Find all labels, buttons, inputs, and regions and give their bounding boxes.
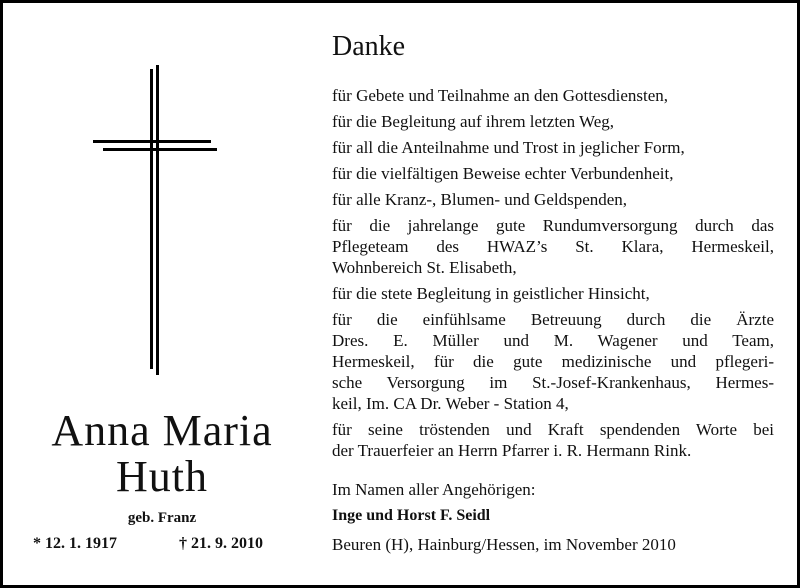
thanks-list	[332, 85, 774, 461]
deceased-name-block	[17, 408, 307, 527]
cross-icon	[91, 65, 221, 375]
thanks-line: für die vielfältigen Beweise echter Verbundenheit,	[332, 164, 674, 183]
thanks-item	[332, 283, 774, 304]
thanks-line: für die stete Begleitung in geistlicher Hinsicht,	[332, 284, 650, 303]
thanks-line: Dres. E. Müller und M. Wagener und Team,	[332, 331, 774, 350]
thanks-line: für seine tröstenden und Kraft spendenden Worte bei	[332, 420, 774, 439]
heading: Danke	[332, 31, 406, 62]
thanks-item	[332, 111, 774, 132]
thanks-item	[332, 189, 774, 210]
thanks-line: der Trauerfeier an Herrn Pfarrer i. R. Hermann Rink.	[332, 441, 692, 460]
thanks-item	[332, 419, 774, 461]
thanks-line: sche Versorgung im St.-Josef-Krankenhaus, Hermes-	[332, 373, 774, 392]
thanks-item	[332, 163, 774, 184]
thanks-line: für alle Kranz-, Blumen- und Geldspenden,	[332, 190, 628, 209]
family-intro: Im Namen aller Angehörigen:	[332, 480, 536, 499]
thanks-line: Hermeskeil, für die gute medizinische und pflegeri-	[332, 352, 774, 371]
signers: Inge und Horst F. Seidl	[332, 507, 491, 524]
thanks-text	[332, 85, 774, 531]
thanks-item	[332, 215, 774, 278]
thanks-line: Pflegeteam des HWAZ’s St. Klara, Hermeskeil,	[332, 237, 774, 256]
thanks-item	[332, 137, 774, 158]
thanks-line: keil, Im. CA Dr. Weber - Station 4,	[332, 394, 569, 413]
place-date: Beuren (H), Hainburg/Hessen, im November 2010	[332, 535, 676, 554]
thanks-item	[332, 85, 774, 106]
thanks-line: Wohnbereich St. Elisabeth,	[332, 258, 517, 277]
thanks-line: für die Begleitung auf ihrem letzten Weg,	[332, 112, 615, 131]
life-dates	[33, 535, 263, 553]
thanks-item	[332, 309, 774, 414]
thanks-line: für die einfühlsame Betreuung durch die Ärzte	[332, 310, 774, 329]
death-date: † 21. 9. 2010	[179, 535, 263, 552]
deceased-first-names: Anna Maria	[51, 406, 273, 455]
deceased-surname: Huth	[116, 452, 208, 501]
birth-name: geb. Franz	[127, 510, 197, 526]
thanks-line: für die jahrelange gute Rundumversorgung durch das	[332, 216, 774, 235]
birth-date: * 12. 1. 1917	[33, 535, 117, 552]
thanks-line: für all die Anteilnahme und Trost in jeglicher Form,	[332, 138, 685, 157]
thanks-line: für Gebete und Teilnahme an den Gottesdiensten,	[332, 86, 669, 105]
